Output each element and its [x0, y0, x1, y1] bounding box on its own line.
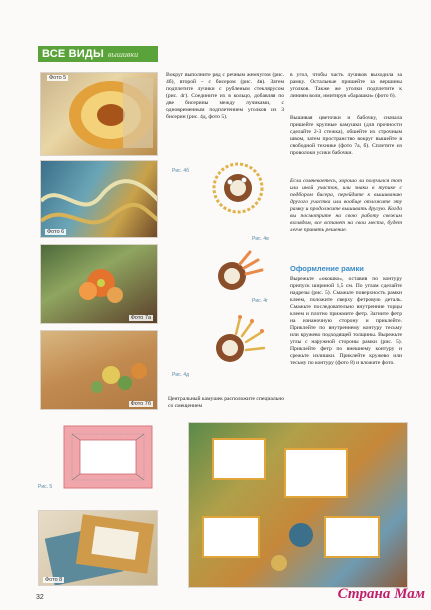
column-2-paragraph-4: Вырежьте «окошко», оставив по контуру припуск шириной 1,5 см. По углам сделайте надрезы (рис. 5). Смажьте поверхность рамки клеем, положите сверху фетровую деталь. Смажьте последовательно внутренние торцы клеем и плотно прижмите фетр. Загните фетр на изнаночную сторону и приклейте. Приклейте по внутреннему контуру тесьму или кружево подходящей толщины. Вырежьте углы с наружной стороны рамки (рис. 5). Приклейте фетр по внешнему контуру и срежьте излишки. Приклейте кружево или тесьму по контуру (фото 8) и вложите фото.	[290, 276, 402, 366]
photo-7b-caption: Фото 7б	[130, 401, 151, 407]
sea-waves-embroidery-image	[41, 161, 158, 238]
finished-frames-image	[39, 511, 158, 586]
figure-4g-label: Рис. 4г	[252, 298, 269, 304]
figure-4b-diagram	[208, 160, 268, 216]
column-2-paragraph-1: в угол, чтобы часть лучиков выходила за рамку. Остальные пришейте за вершины уголков. Также же уголки подплетите к линиям воли, имитируя «барашки» (фото 6).	[290, 72, 402, 99]
flowers-embroidery-image	[41, 331, 158, 410]
photo-8	[38, 510, 158, 586]
figure-4b-label: Рис. 4б	[172, 168, 190, 174]
photo-5-caption: Фото 5	[49, 75, 67, 81]
section-heading-frame: Оформление рамки	[290, 264, 364, 273]
beaded-photo-frame	[189, 423, 408, 588]
butterfly-embroidery-image	[41, 245, 158, 324]
section-header	[38, 46, 158, 62]
column-1-paragraph-2: Центральный камушек расположите специально со смещением	[168, 396, 284, 409]
column-1-paragraph-1: Вокруг выполните ряд с речным жемчугом (рис. 4б), второй – с бисером (рис. 4в). Затем подплетите лучики с рубленым стеклярусом (рис. 4г). Соедините их в кольцо, добавляя по две бисерины между лучиками, с одновременным подплетением уголков из 3 бисерин (рис. 4д, фото 5).	[166, 72, 284, 120]
section-subtitle: вышивки	[107, 49, 139, 59]
page-number: 32	[36, 594, 44, 601]
photo-7b	[40, 330, 158, 410]
figure-4v-diagram	[210, 246, 268, 294]
figure-4d-label: Рис. 4д	[172, 372, 190, 378]
photo-6	[40, 160, 158, 238]
photo-7a	[40, 244, 158, 324]
figure-5-label: Рис. 5	[38, 484, 53, 490]
section-title: ВСЕ ВИДЫ	[42, 48, 104, 60]
figure-4v-label: Рис. 4в	[252, 236, 269, 242]
large-frame-photo	[188, 422, 408, 588]
photo-6-caption: Фото 6	[47, 229, 65, 235]
frame-cut-diagram	[62, 424, 154, 490]
photo-7a-caption: Фото 7а	[130, 315, 151, 321]
column-2-paragraph-2: Вышивая цветочки и бабочку, сначала пришейте крупные камушки (для прочности сделайте 2-3 стежка), обшейте их строчным швом, затем пространство вокруг вышейте в свободной технике (фото 7а, б). Сплетите из проволоки усики бабочки.	[290, 115, 402, 156]
column-2-tip: Если сомневаетесь, хорошо ли получился тот или иной участок, или знаки в тупике с подбором бисера, перейдите к вышиванию другого участка или вообще отложите эту рамку и продолжите вышивать другую. Когда вы посмотрите на свою работу свежим взглядом, все встанет на свои места, будет легче принять решение.	[290, 178, 402, 233]
beaded-frame-image	[41, 73, 158, 156]
photo-8-caption: Фото 8	[45, 577, 63, 583]
figure-4g-diagram	[210, 312, 268, 366]
photo-5	[40, 72, 158, 156]
figure-5-diagram	[62, 424, 154, 490]
watermark: Страна Мам	[337, 586, 425, 602]
